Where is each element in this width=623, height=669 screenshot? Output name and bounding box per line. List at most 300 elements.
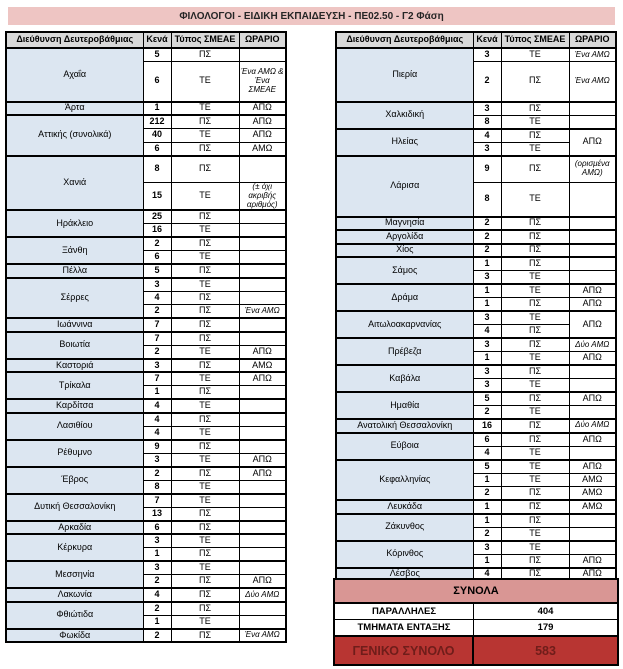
table-row: [336, 365, 616, 379]
smeae-type-cell: ΤΕ: [501, 446, 569, 460]
vacancies-cell: 3: [143, 534, 171, 548]
vacancies-cell: 4: [143, 426, 171, 440]
region-name-cell: Λασιθίου: [6, 413, 143, 440]
vacancies-cell: 4: [473, 325, 501, 339]
region-name-cell: Αργολίδα: [336, 230, 473, 244]
schedule-cell: ΑΠΩ: [569, 284, 616, 298]
vacancies-cell: 16: [473, 419, 501, 433]
smeae-type-cell: ΠΣ: [501, 419, 569, 433]
vacancies-cell: 3: [473, 142, 501, 156]
smeae-type-cell: ΤΕ: [501, 406, 569, 420]
schedule-cell: [239, 399, 286, 413]
table-row: [336, 129, 616, 143]
smeae-type-cell: ΤΕ: [171, 345, 239, 359]
header-row: [336, 32, 616, 48]
vacancies-cell: 2: [143, 575, 171, 589]
schedule-cell: ΑΠΩ: [569, 460, 616, 474]
smeae-type-cell: ΠΣ: [501, 62, 569, 102]
smeae-type-cell: ΤΕ: [171, 102, 239, 116]
region-name-cell: Άρτα: [6, 102, 143, 116]
smeae-type-cell: ΠΣ: [171, 602, 239, 616]
schedule-cell: [569, 230, 616, 244]
region-name-cell: Τρίκαλα: [6, 372, 143, 399]
table-row: [6, 332, 286, 346]
grand-total-label: ΓΕΝΙΚΟ ΣΥΝΟΛΟ: [335, 637, 474, 664]
region-name-cell: Έβρος: [6, 467, 143, 494]
table-row: [336, 392, 616, 406]
schedule-cell: [239, 251, 286, 265]
schedule-cell: [239, 440, 286, 454]
smeae-type-cell: ΠΣ: [501, 244, 569, 258]
smeae-type-cell: ΤΕ: [171, 372, 239, 386]
smeae-type-cell: ΠΣ: [501, 325, 569, 339]
totals-row-value: 404: [537, 606, 554, 617]
vacancies-cell: 2: [473, 217, 501, 231]
smeae-type-cell: ΠΣ: [171, 264, 239, 278]
table-row: [6, 534, 286, 548]
schedule-cell: Ένα ΑΜΩ: [239, 305, 286, 319]
schedule-cell: [239, 521, 286, 535]
vacancies-cell: 2: [473, 62, 501, 102]
smeae-type-cell: ΠΣ: [171, 507, 239, 521]
vacancies-cell: 13: [143, 507, 171, 521]
region-name-cell: Ξάνθη: [6, 237, 143, 264]
smeae-type-cell: ΠΣ: [501, 129, 569, 143]
smeae-type-cell: ΤΕ: [501, 271, 569, 285]
vacancies-cell: 1: [143, 548, 171, 562]
smeae-type-cell: ΠΣ: [501, 365, 569, 379]
smeae-type-cell: ΠΣ: [171, 575, 239, 589]
schedule-cell: [569, 446, 616, 460]
smeae-type-cell: ΤΕ: [171, 426, 239, 440]
smeae-type-cell: ΤΕ: [501, 183, 569, 217]
region-name-cell: Αχαΐα: [6, 48, 143, 102]
page-title: ΦΙΛΟΛΟΓΟΙ - ΕΙΔΙΚΗ ΕΚΠΑΙΔΕΥΣΗ - ΠΕ02.50 - Γ2 Φάση: [8, 7, 615, 25]
table-row: [336, 460, 616, 474]
smeae-type-cell: ΠΣ: [501, 156, 569, 183]
schedule-cell: [239, 480, 286, 494]
totals-row-label: ΤΜΗΜΑΤΑ ΕΝΤΑΞΗΣ: [335, 620, 474, 635]
schedule-cell: [569, 379, 616, 393]
vacancies-cell: 4: [143, 413, 171, 427]
schedule-cell: [569, 365, 616, 379]
smeae-type-cell: ΠΣ: [171, 332, 239, 346]
smeae-type-cell: ΤΕ: [501, 473, 569, 487]
schedule-cell: [239, 332, 286, 346]
vacancies-cell: 2: [473, 487, 501, 501]
schedule-cell: Ένα ΑΜΩ: [569, 62, 616, 102]
table-row: [336, 48, 616, 62]
smeae-type-cell: ΠΣ: [171, 115, 239, 129]
vacancies-cell: 3: [473, 271, 501, 285]
smeae-type-cell: ΠΣ: [501, 257, 569, 271]
vacancies-cell: 7: [143, 372, 171, 386]
vacancies-cell: 16: [143, 224, 171, 238]
table-row: [6, 359, 286, 373]
smeae-type-cell: ΤΕ: [171, 561, 239, 575]
schedule-cell: [239, 602, 286, 616]
schedule-cell: ΑΜΩ: [239, 359, 286, 373]
vacancies-cell: 2: [143, 467, 171, 481]
vacancies-cell: 1: [143, 102, 171, 116]
vacancies-cell: 2: [143, 305, 171, 319]
table-row: [6, 413, 286, 427]
region-name-cell: Πέλλα: [6, 264, 143, 278]
table-row: [336, 156, 616, 183]
vacancies-cell: 1: [473, 500, 501, 514]
vacancies-cell: 5: [473, 392, 501, 406]
smeae-type-cell: ΠΣ: [171, 386, 239, 400]
smeae-type-cell: ΠΣ: [171, 548, 239, 562]
schedule-cell: [239, 318, 286, 332]
schedule-cell: ΑΠΩ: [239, 102, 286, 116]
table-row: [6, 278, 286, 292]
schedule-cell: [239, 548, 286, 562]
schedule-cell: [239, 561, 286, 575]
schedule-cell: [239, 48, 286, 62]
region-name-cell: Λακωνία: [6, 588, 143, 602]
vacancies-cell: 4: [143, 291, 171, 305]
smeae-type-cell: ΤΕ: [171, 129, 239, 143]
totals-table: [333, 578, 619, 666]
region-name-cell: Ημαθία: [336, 392, 473, 419]
smeae-type-cell: ΤΕ: [171, 62, 239, 102]
smeae-type-cell: ΤΕ: [501, 352, 569, 366]
vacancies-cell: 212: [143, 115, 171, 129]
vacancies-cell: 2: [473, 406, 501, 420]
vacancies-cell: 6: [473, 433, 501, 447]
smeae-type-cell: ΠΣ: [501, 217, 569, 231]
smeae-type-cell: ΤΕ: [501, 541, 569, 555]
smeae-type-cell: ΤΕ: [501, 48, 569, 62]
smeae-type-cell: ΠΣ: [501, 554, 569, 568]
schedule-cell: [239, 210, 286, 224]
table-row: [336, 433, 616, 447]
region-name-cell: Καβάλα: [336, 365, 473, 392]
schedule-cell: ΑΠΩ: [569, 311, 616, 338]
smeae-type-cell: ΤΕ: [501, 115, 569, 129]
vacancies-cell: 15: [143, 183, 171, 211]
schedule-cell: [239, 615, 286, 629]
vacancies-cell: 1: [473, 473, 501, 487]
schedule-cell: ΑΜΩ: [569, 473, 616, 487]
smeae-type-cell: ΠΣ: [171, 48, 239, 62]
table-row: [336, 257, 616, 271]
schedule-cell: [239, 224, 286, 238]
vacancies-cell: 1: [143, 615, 171, 629]
schedule-cell: Δύο ΑΜΩ: [569, 419, 616, 433]
table-row: [336, 102, 616, 116]
region-name-cell: Σέρρες: [6, 278, 143, 319]
smeae-type-cell: ΠΣ: [171, 521, 239, 535]
table-row: [336, 244, 616, 258]
vacancies-cell: 2: [473, 527, 501, 541]
schedule-cell: [569, 541, 616, 555]
smeae-type-cell: ΠΣ: [171, 156, 239, 183]
vacancies-cell: 3: [143, 453, 171, 467]
smeae-type-cell: ΠΣ: [501, 298, 569, 312]
smeae-type-cell: ΤΕ: [501, 311, 569, 325]
schedule-cell: [239, 534, 286, 548]
vacancies-cell: 6: [143, 251, 171, 265]
schedule-cell: ΑΠΩ: [239, 372, 286, 386]
smeae-type-cell: ΠΣ: [171, 305, 239, 319]
smeae-type-cell: ΤΕ: [171, 453, 239, 467]
vacancies-cell: 3: [143, 561, 171, 575]
vacancies-cell: 1: [473, 514, 501, 528]
region-name-cell: Ηράκλειο: [6, 210, 143, 237]
schedule-cell: ΑΠΩ: [239, 467, 286, 481]
schedule-cell: [239, 278, 286, 292]
region-name-cell: Κεφαλληνίας: [336, 460, 473, 501]
schedule-cell: [239, 426, 286, 440]
schedule-cell: [239, 291, 286, 305]
smeae-type-cell: ΠΣ: [171, 142, 239, 156]
vacancies-cell: 3: [473, 338, 501, 352]
schedule-cell: ΑΠΩ: [239, 115, 286, 129]
vacancies-cell: 2: [143, 237, 171, 251]
schedule-cell: [569, 115, 616, 129]
smeae-type-cell: ΠΣ: [501, 230, 569, 244]
region-name-cell: Δράμα: [336, 284, 473, 311]
region-name-cell: Χανιά: [6, 156, 143, 211]
table-row: [336, 284, 616, 298]
smeae-type-cell: ΠΣ: [171, 210, 239, 224]
vacancies-cell: 6: [143, 62, 171, 102]
smeae-type-cell: ΠΣ: [501, 433, 569, 447]
totals-row-integration: [335, 620, 617, 636]
smeae-type-cell: ΤΕ: [171, 494, 239, 508]
schedule-cell: Ένα ΑΜΩ: [239, 629, 286, 643]
region-name-cell: Ρέθυμνο: [6, 440, 143, 467]
vacancies-cell: 1: [473, 352, 501, 366]
table-row: [6, 494, 286, 508]
vacancies-cell: 6: [143, 142, 171, 156]
region-name-cell: Καρδίτσα: [6, 399, 143, 413]
table-row: [6, 237, 286, 251]
schedule-cell: ΑΠΩ: [239, 575, 286, 589]
smeae-type-cell: ΤΕ: [501, 379, 569, 393]
region-name-cell: Φωκίδα: [6, 629, 143, 643]
table-row: [6, 561, 286, 575]
smeae-type-cell: ΤΕ: [171, 224, 239, 238]
region-name-cell: Βοιωτία: [6, 332, 143, 359]
vacancies-cell: 3: [473, 311, 501, 325]
vacancies-cell: 1: [473, 257, 501, 271]
table-row: [336, 541, 616, 555]
smeae-type-cell: ΠΣ: [171, 359, 239, 373]
schedule-cell: [239, 237, 286, 251]
region-name-cell: Ζάκυνθος: [336, 514, 473, 541]
schedule-cell: [239, 507, 286, 521]
column-header: Διεύθυνση Δευτεροβάθμιας: [336, 32, 473, 48]
table-row: [336, 514, 616, 528]
region-name-cell: Πρέβεζα: [336, 338, 473, 365]
schedule-cell: Δύο ΑΜΩ: [239, 588, 286, 602]
schedule-cell: ΑΠΩ: [569, 433, 616, 447]
schedule-cell: [239, 156, 286, 183]
schedule-cell: [569, 527, 616, 541]
vacancies-cell: 8: [143, 156, 171, 183]
schedule-cell: [569, 406, 616, 420]
region-name-cell: Φθιώτιδα: [6, 602, 143, 629]
region-name-cell: Κέρκυρα: [6, 534, 143, 561]
smeae-type-cell: ΠΣ: [501, 487, 569, 501]
vacancies-cell: 7: [143, 332, 171, 346]
vacancies-cell: 3: [473, 365, 501, 379]
right-vacancies-table: [335, 31, 617, 582]
region-name-cell: Λευκάδα: [336, 500, 473, 514]
schedule-cell: (ορισμένα ΑΜΩ): [569, 156, 616, 183]
smeae-type-cell: ΠΣ: [171, 629, 239, 643]
table-row: [336, 500, 616, 514]
smeae-type-cell: ΠΣ: [501, 500, 569, 514]
table-row: [6, 156, 286, 183]
vacancies-cell: 40: [143, 129, 171, 143]
smeae-type-cell: ΤΕ: [171, 534, 239, 548]
smeae-type-cell: ΠΣ: [501, 392, 569, 406]
schedule-cell: [569, 514, 616, 528]
schedule-cell: [569, 257, 616, 271]
vacancies-cell: 1: [143, 386, 171, 400]
schedule-cell: ΑΜΩ: [239, 142, 286, 156]
region-name-cell: Λάρισα: [336, 156, 473, 217]
region-name-cell: Ηλείας: [336, 129, 473, 156]
table-row: [6, 399, 286, 413]
table-row: [6, 521, 286, 535]
region-name-cell: Αττικής (συνολικά): [6, 115, 143, 156]
vacancies-cell: 8: [143, 480, 171, 494]
schedule-cell: ΑΠΩ: [239, 129, 286, 143]
table-row: [336, 217, 616, 231]
region-name-cell: Μαγνησία: [336, 217, 473, 231]
table-row: [6, 115, 286, 129]
vacancies-cell: 3: [143, 359, 171, 373]
column-header: ΩΡΑΡΙΟ: [569, 32, 616, 48]
schedule-cell: Ένα ΑΜΩ & Ένα ΣΜΕΑΕ: [239, 62, 286, 102]
vacancies-cell: 2: [143, 345, 171, 359]
table-row: [6, 372, 286, 386]
vacancies-cell: 4: [143, 588, 171, 602]
schedule-cell: [239, 264, 286, 278]
table-row: [6, 318, 286, 332]
smeae-type-cell: ΤΕ: [501, 460, 569, 474]
header-row: [6, 32, 286, 48]
schedule-cell: Δύο ΑΜΩ: [569, 338, 616, 352]
column-header: Τύπος ΣΜΕΑΕ: [171, 32, 239, 48]
region-name-cell: Καστοριά: [6, 359, 143, 373]
smeae-type-cell: ΠΣ: [171, 413, 239, 427]
vacancies-cell: 5: [143, 48, 171, 62]
vacancies-cell: 4: [143, 399, 171, 413]
schedule-cell: ΑΠΩ: [569, 129, 616, 156]
vacancies-cell: 3: [473, 48, 501, 62]
smeae-type-cell: ΤΕ: [171, 183, 239, 211]
region-name-cell: Κόρινθος: [336, 541, 473, 568]
schedule-cell: [569, 102, 616, 116]
vacancies-cell: 2: [473, 230, 501, 244]
grand-total-value: 583: [535, 643, 556, 658]
schedule-cell: ΑΠΩ: [569, 392, 616, 406]
left-vacancies-table: [5, 31, 287, 643]
table-row: [336, 311, 616, 325]
region-name-cell: Λέσβος: [336, 568, 473, 582]
smeae-type-cell: ΠΣ: [501, 338, 569, 352]
schedule-cell: ΑΠΩ: [239, 453, 286, 467]
vacancies-cell: 2: [143, 602, 171, 616]
vacancies-cell: 5: [473, 460, 501, 474]
smeae-type-cell: ΠΣ: [171, 467, 239, 481]
table-row: [6, 210, 286, 224]
vacancies-cell: 4: [473, 568, 501, 582]
schedule-cell: [239, 386, 286, 400]
region-name-cell: Ιωάννινα: [6, 318, 143, 332]
smeae-type-cell: ΤΕ: [171, 399, 239, 413]
vacancies-cell: 8: [473, 183, 501, 217]
schedule-cell: ΑΠΩ: [569, 568, 616, 582]
vacancies-cell: 1: [473, 298, 501, 312]
vacancies-cell: 1: [473, 554, 501, 568]
schedule-cell: [239, 494, 286, 508]
vacancies-cell: 6: [143, 521, 171, 535]
smeae-type-cell: ΤΕ: [501, 142, 569, 156]
smeae-type-cell: ΤΕ: [501, 527, 569, 541]
schedule-cell: ΑΠΩ: [239, 345, 286, 359]
vacancies-cell: 8: [473, 115, 501, 129]
column-header: ΩΡΑΡΙΟ: [239, 32, 286, 48]
vacancies-cell: 7: [143, 494, 171, 508]
totals-header: ΣΥΝΟΛΑ: [335, 580, 617, 604]
vacancies-cell: 7: [143, 318, 171, 332]
table-row: [6, 467, 286, 481]
schedule-cell: [239, 413, 286, 427]
smeae-type-cell: ΠΣ: [171, 588, 239, 602]
region-name-cell: Πιερία: [336, 48, 473, 102]
smeae-type-cell: ΤΕ: [171, 251, 239, 265]
schedule-cell: ΑΠΩ: [569, 298, 616, 312]
table-row: [6, 629, 286, 643]
column-header: Κενά: [143, 32, 171, 48]
region-name-cell: Αρκαδία: [6, 521, 143, 535]
vacancies-cell: 3: [473, 102, 501, 116]
vacancies-cell: 9: [473, 156, 501, 183]
smeae-type-cell: ΠΣ: [501, 514, 569, 528]
table-row: [6, 264, 286, 278]
smeae-type-cell: ΤΕ: [171, 278, 239, 292]
region-name-cell: Μεσσηνία: [6, 561, 143, 588]
schedule-cell: ΑΠΩ: [569, 352, 616, 366]
region-name-cell: Αιτωλοακαρνανίας: [336, 311, 473, 338]
table-row: [6, 48, 286, 62]
vacancies-cell: 9: [143, 440, 171, 454]
smeae-type-cell: ΤΕ: [171, 615, 239, 629]
table-row: [6, 440, 286, 454]
vacancies-cell: 25: [143, 210, 171, 224]
schedule-cell: (± όχι ακριβής αριθμός): [239, 183, 286, 211]
region-name-cell: Σάμος: [336, 257, 473, 284]
table-row: [6, 588, 286, 602]
grand-total-row: [335, 636, 617, 664]
region-name-cell: Χίος: [336, 244, 473, 258]
totals-row-parallel: [335, 604, 617, 620]
vacancies-cell: 4: [473, 446, 501, 460]
vacancies-cell: 3: [473, 541, 501, 555]
region-name-cell: Δυτική Θεσσαλονίκη: [6, 494, 143, 521]
region-name-cell: Χαλκιδική: [336, 102, 473, 129]
region-name-cell: Εύβοια: [336, 433, 473, 460]
smeae-type-cell: ΠΣ: [171, 291, 239, 305]
smeae-type-cell: ΠΣ: [171, 237, 239, 251]
